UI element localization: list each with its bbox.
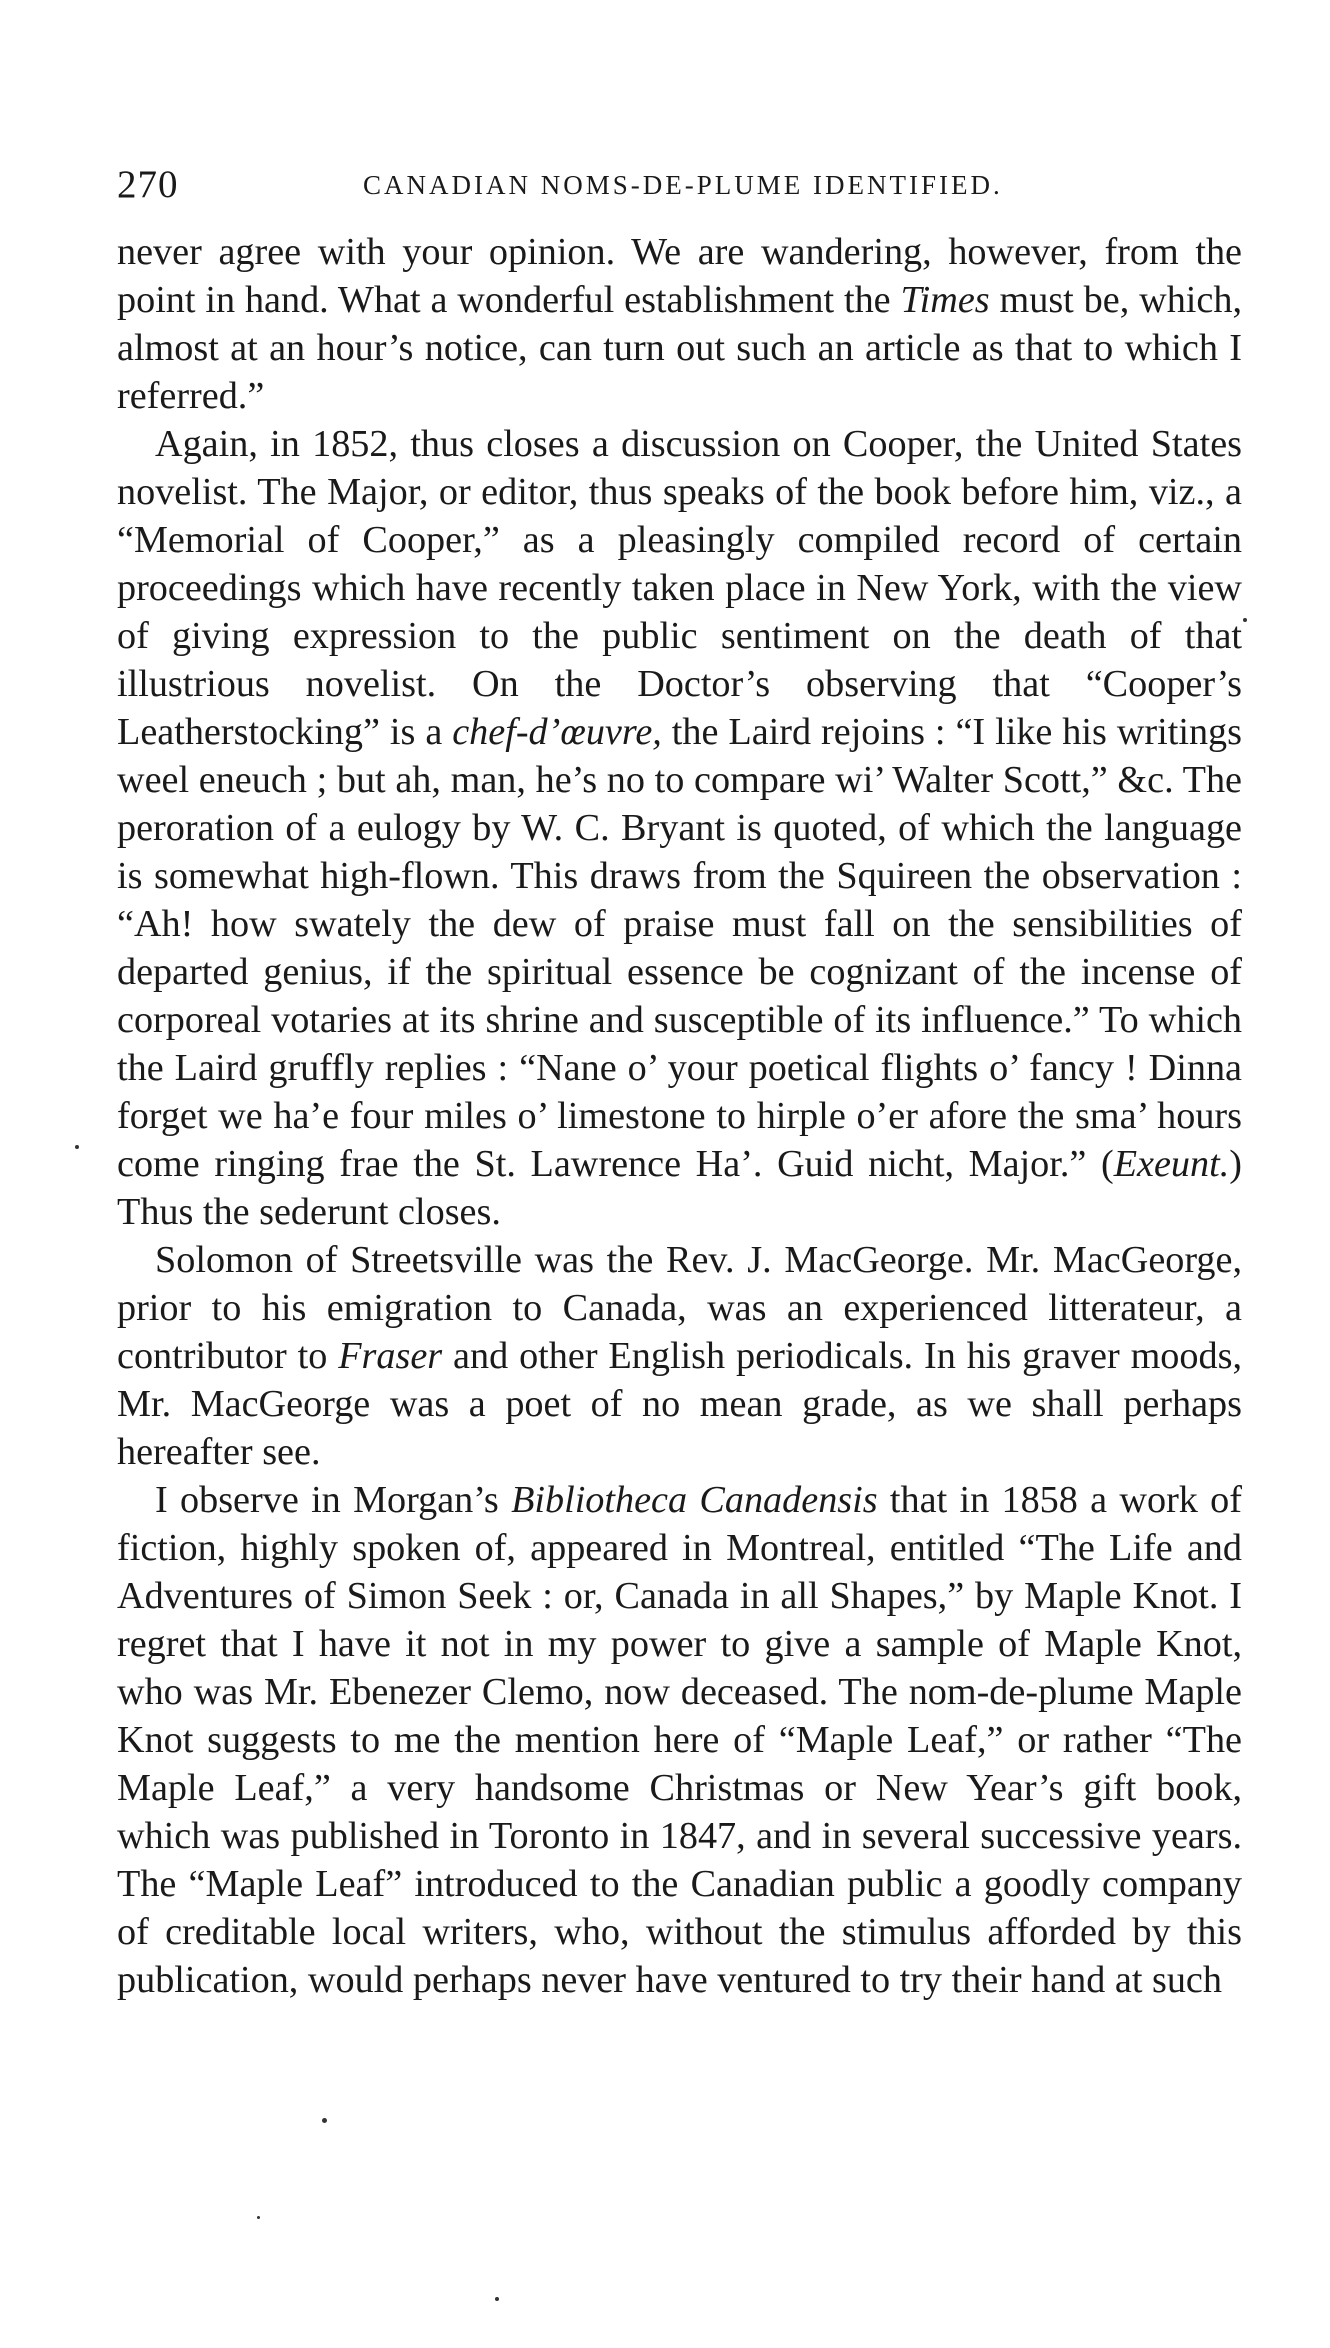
running-title: CANADIAN NOMS-DE-PLUME IDENTIFIED. [363, 170, 1003, 200]
book-page [117, 150, 1242, 2004]
italic-run: chef-d’œuvre, [452, 711, 662, 753]
italic-run: Fraser [338, 1335, 443, 1377]
paragraph [117, 1476, 1242, 2004]
text-run: must be, which, almost at an hour’s notice, can turn out such an article as that to which I referred.” [117, 279, 1243, 417]
running-head [117, 150, 1242, 220]
scan-speck [1243, 618, 1247, 622]
scan-speck [322, 2118, 327, 2123]
paragraph-continuation [117, 228, 1242, 420]
scan-speck [495, 2297, 499, 2301]
italic-run: Exeunt. [1113, 1143, 1230, 1185]
text-run: I observe in Morgan’s [155, 1479, 512, 1521]
scan-speck [257, 2216, 260, 2219]
body-text [117, 228, 1242, 2004]
paragraph [117, 1236, 1242, 1476]
paragraph [117, 420, 1242, 1236]
text-run: Again, in 1852, thus closes a discussion on Cooper, the United States novelist. The Major, or editor, thus speaks of the book before him, viz., a “Memorial of Cooper,” as a pleasingly compiled record of certain proceedings which have recently taken place in New York, with the view of giving expression to the public sentiment on the death of that illustrious novelist. On the Doctor’s observing that “Cooper’s Leatherstocking” is a [117, 423, 1242, 753]
text-run: never agree with your opinion. We are wandering, however, from the point in hand. What a wonderful establishment the [117, 231, 1242, 321]
text-run: the Laird rejoins : “I like his writings weel eneuch ; but ah, man, he’s no to compare wi’ Walter Scott,” &c. The peroration of a eulogy by W. C. Bryant is quoted, of which the language is somewhat high-flown. This draws from the Squireen the observation : “Ah! how swately the dew of praise must fall on the sensibilities of departed genius, if the spiritual essence be cognizant of the incense of corporeal votaries at its shrine and susceptible of its influence.” To which the Laird gruffly replies : “Nane o’ your poetical flights o’ fancy ! Dinna forget we ha’e four miles o’ limestone to hirple o’er afore the sma’ hours come ringing frae the St. Lawrence Ha’. Guid nicht, Major.” ( [117, 711, 1243, 1185]
text-run: Solomon of Streetsville was the Rev. J. MacGeorge. Mr. MacGeorge, prior to his emigration to Canada, was an experienced litterateur, a contributor to [117, 1239, 1242, 1377]
scan-speck [75, 1145, 79, 1149]
page-number: 270 [117, 163, 179, 206]
text-run: ) Thus the sederunt closes. [117, 1143, 1242, 1233]
text-run: that in 1858 a work of fiction, highly spoken of, appeared in Montreal, entitled “The Life and Adventures of Simon Seek : or, Canada in all Shapes,” by Maple Knot. I regret that I have it not in my power to give a sample of Maple Knot, who was Mr. Ebenezer Clemo, now deceased. The nom-de-plume Maple Knot suggests to me the mention here of “Maple Leaf,” or rather “The Maple Leaf,” a very handsome Christmas or New Year’s gift book, which was published in Toronto in 1847, and in several successive years. The “Maple Leaf” introduced to the Canadian public a goodly company of creditable local writers, who, without the stimulus afforded by this publication, would perhaps never have ventured to try their hand at such [117, 1479, 1242, 2001]
italic-run: Times [900, 279, 990, 321]
text-run: and other English periodicals. In his graver moods, Mr. MacGeorge was a poet of no mean grade, as we shall perhaps hereafter see. [117, 1335, 1242, 1473]
italic-run: Bibliotheca Canadensis [511, 1479, 878, 1521]
